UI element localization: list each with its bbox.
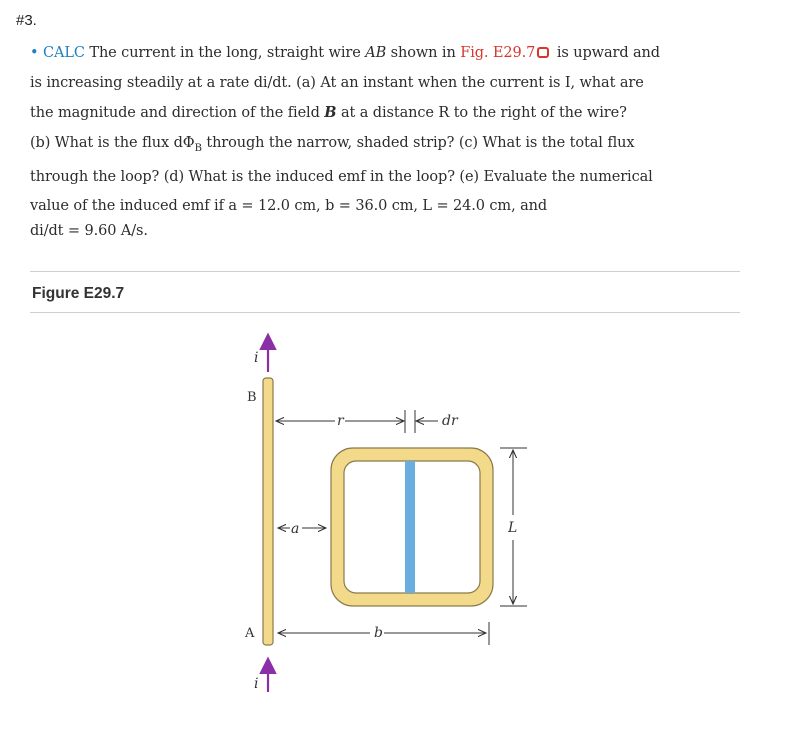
label-a: a <box>291 521 300 537</box>
line4-text-b: through the narrow, shaded strip? (c) What is the total flux <box>201 134 635 151</box>
label-l: L <box>508 520 518 536</box>
bullet-icon: • <box>30 45 39 61</box>
straight-wire <box>263 378 273 645</box>
intro-text-1: The current in the long, straight wire <box>89 45 366 61</box>
shaded-strip <box>405 461 415 593</box>
label-current-top: i <box>254 350 259 366</box>
flux-subscript: B <box>194 142 202 154</box>
intro-text-3: is upward and <box>552 45 660 61</box>
line3-text-a: the magnitude and direction of the field <box>30 105 325 121</box>
figure-link[interactable]: Fig. E29.7 <box>460 45 536 61</box>
label-dr: dr <box>442 413 458 429</box>
label-point-a: A <box>245 626 255 641</box>
line3-text-b: at a distance R to the right of the wire? <box>336 105 627 121</box>
line4-text-a: (b) What is the flux dΦ <box>30 134 195 151</box>
label-point-b: B <box>247 390 257 405</box>
problem-line-2: is increasing steadily at a rate di/dt. (a) At an instant when the current is I, what are <box>30 74 644 91</box>
problem-line-5: through the loop? (d) What is the induced emf in the loop? (e) Evaluate the numerical <box>30 168 653 185</box>
field-symbol: B <box>324 104 337 121</box>
label-b: b <box>374 625 383 641</box>
label-current-bottom: i <box>254 676 259 692</box>
problem-line-7: di/dt = 9.60 A/s. <box>30 222 148 239</box>
problem-number: #3. <box>16 12 37 29</box>
figure-title: Figure E29.7 <box>32 285 125 302</box>
problem-line-6: value of the induced emf if a = 12.0 cm, b = 36.0 cm, L = 24.0 cm, and <box>30 198 548 215</box>
wire-name: AB <box>365 45 387 61</box>
calc-tag: CALC <box>42 45 85 61</box>
intro-text-2: shown in <box>386 45 461 61</box>
label-r: r <box>337 413 344 429</box>
